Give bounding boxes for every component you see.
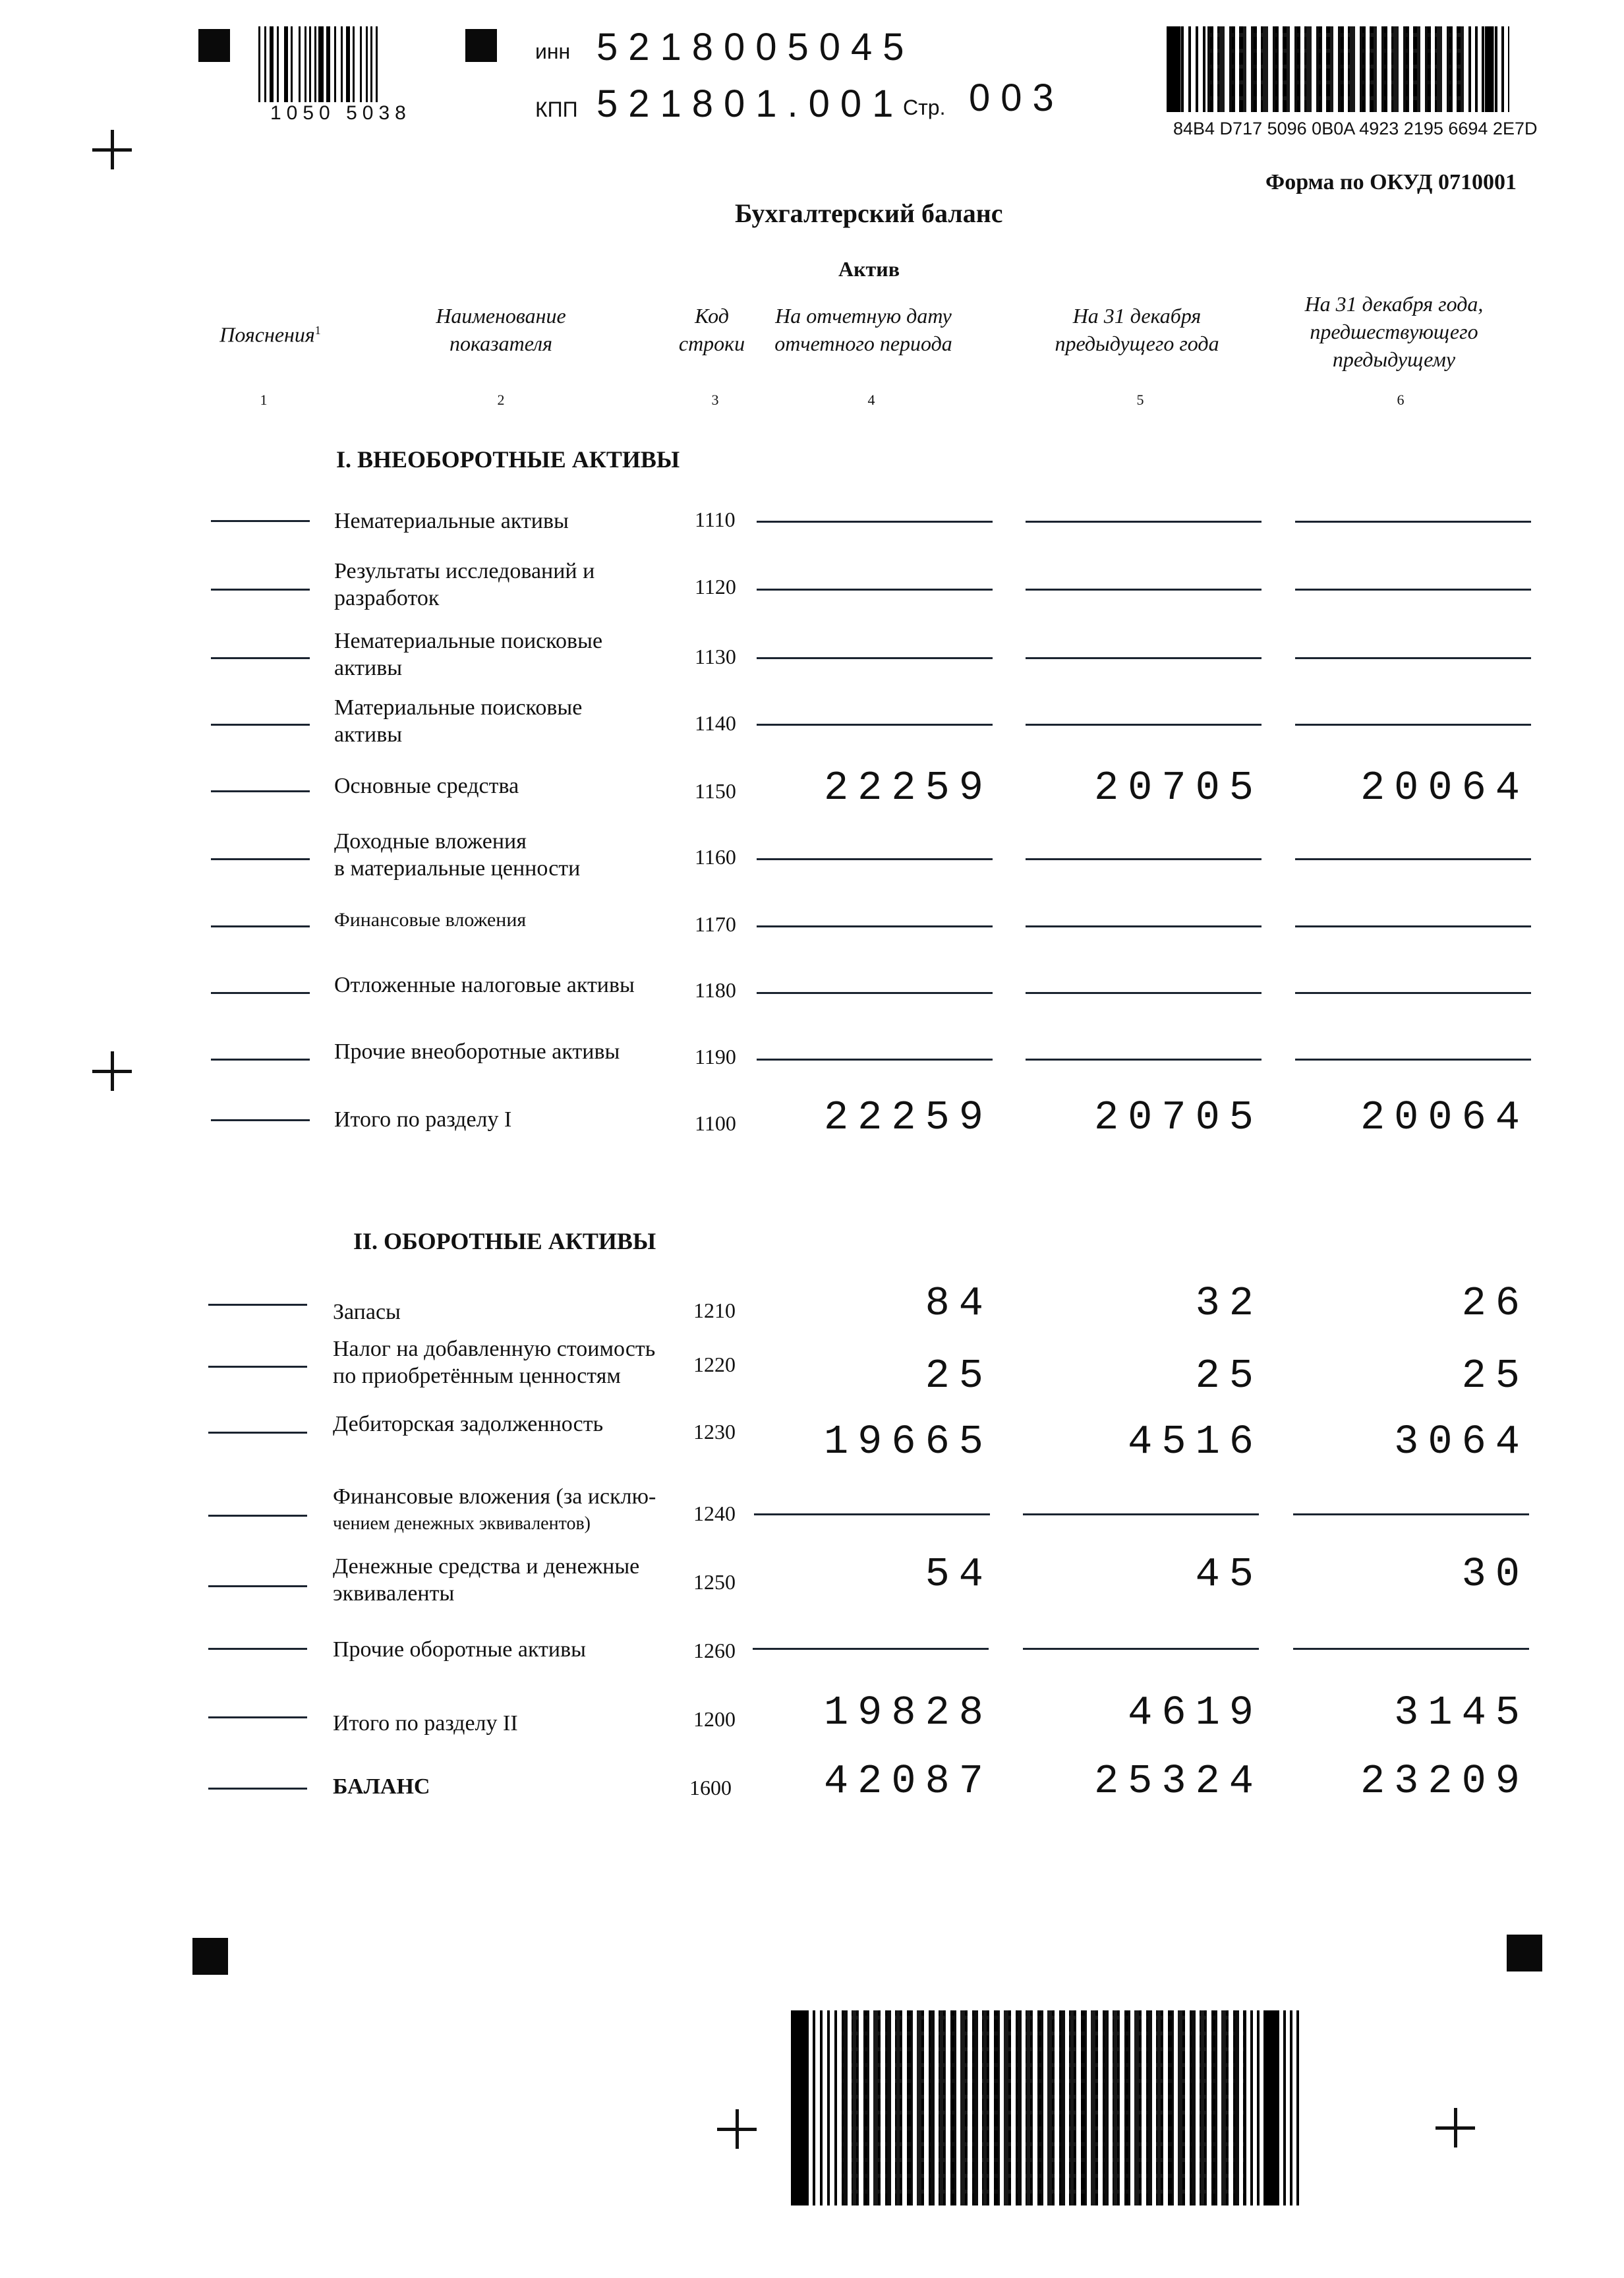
- value-prev-prev-year-empty: [1295, 589, 1531, 591]
- column-header-notes: Пояснения$^1$: [219, 322, 321, 347]
- row-name: Прочие внеоборотные активы: [334, 1039, 620, 1064]
- row-code: 1110: [695, 508, 736, 531]
- row-name: Прочие оборотные активы: [333, 1637, 587, 1662]
- notes-placeholder-dash: [208, 1304, 307, 1306]
- kpp-label: КПП: [535, 98, 578, 121]
- value-prev-year-empty: [1026, 589, 1262, 591]
- inn-label: инн: [535, 40, 571, 63]
- value-prev-prev-year-empty: [1295, 657, 1531, 659]
- value-prev-prev-year: 3064: [1394, 1418, 1529, 1465]
- value-prev-prev-year: 20064: [1360, 1094, 1529, 1141]
- page-title: Бухгалтерский баланс: [735, 198, 1003, 228]
- value-prev-prev-year-empty: [1295, 925, 1531, 927]
- row-code: 1210: [693, 1299, 736, 1322]
- value-prev-prev-year-empty: [1295, 521, 1531, 523]
- row-code: 1130: [695, 645, 736, 668]
- column-number-3: 3: [711, 392, 719, 408]
- value-current-empty: [754, 1513, 990, 1515]
- row-code: 1220: [693, 1353, 736, 1376]
- row-code: 1230: [693, 1420, 736, 1444]
- value-prev-year: 25: [1195, 1353, 1263, 1399]
- value-current: 84: [925, 1280, 993, 1327]
- column-header-reporting-date: На отчетную дату отчетного периода: [774, 304, 952, 355]
- page-number: 003: [969, 76, 1064, 119]
- registration-mark-top-middle: [465, 29, 497, 62]
- 2d-barcode-code: 84B4 D717 5096 0B0A 4923 2195 6694 2E7D: [1173, 119, 1538, 138]
- row-code: 1180: [695, 978, 736, 1002]
- value-prev-prev-year-empty: [1295, 1059, 1531, 1061]
- column-number-1: 1: [260, 392, 268, 408]
- column-header-year-before-previous: На 31 декабря года, предшествующего предыдущему: [1304, 292, 1484, 371]
- barcode-number: 1050 5038: [270, 102, 411, 124]
- value-prev-year-empty: [1026, 925, 1262, 927]
- value-prev-year-empty: [1023, 1648, 1259, 1650]
- value-prev-prev-year-empty: [1293, 1513, 1529, 1515]
- value-prev-year-empty: [1026, 657, 1262, 659]
- 2d-barcode-top: [1167, 26, 1509, 112]
- value-current-empty: [757, 724, 993, 726]
- subtitle-aktiv: Актив: [838, 257, 900, 281]
- column-number-2: 2: [497, 392, 505, 408]
- column-header-previous-year: На 31 декабря предыдущего года: [1055, 304, 1219, 355]
- value-current-empty: [757, 925, 993, 927]
- notes-placeholder-dash: [211, 790, 310, 792]
- row-name: Результаты исследований и разработок: [334, 559, 595, 610]
- crosshair-mark-top-left: [92, 130, 132, 169]
- row-name: Отложенные налоговые активы: [334, 973, 635, 997]
- notes-placeholder-dash: [211, 858, 310, 860]
- value-prev-year: 20705: [1093, 765, 1263, 811]
- row-code: 1140: [695, 711, 736, 735]
- row-name: Финансовые вложения: [334, 909, 527, 931]
- notes-placeholder-dash: [211, 925, 310, 927]
- crosshair-mark-middle-left: [92, 1051, 132, 1091]
- notes-placeholder-dash: [208, 1515, 307, 1517]
- registration-mark-top-left: [198, 29, 230, 62]
- value-current-empty: [757, 657, 993, 659]
- column-number-6: 6: [1397, 392, 1405, 408]
- value-current: 22259: [823, 765, 993, 811]
- value-current-empty: [757, 992, 993, 994]
- value-prev-year-empty: [1026, 858, 1262, 860]
- section-title-current-assets: II. ОБОРОТНЫЕ АКТИВЫ: [353, 1228, 656, 1254]
- row-code: 1100: [695, 1111, 736, 1135]
- row-name: Материальные поисковые активы: [334, 695, 583, 747]
- notes-placeholder-dash: [208, 1716, 307, 1718]
- row-name: Нематериальные активы: [334, 509, 569, 533]
- registration-mark-bottom-left: [192, 1938, 228, 1975]
- kpp-value: 521801.001: [596, 82, 904, 125]
- crosshair-mark-bottom-right: [1436, 2108, 1475, 2147]
- value-prev-year: 4516: [1128, 1418, 1263, 1465]
- notes-placeholder-dash: [211, 520, 310, 522]
- column-header-row-code: Код строки: [678, 304, 745, 355]
- notes-placeholder-dash: [208, 1788, 307, 1790]
- row-code: 1200: [693, 1707, 736, 1731]
- value-prev-year-empty: [1026, 724, 1262, 726]
- notes-placeholder-dash: [208, 1648, 307, 1650]
- row-name: Основные средства: [334, 774, 519, 798]
- row-name-balance: БАЛАНС: [333, 1774, 430, 1799]
- value-prev-year-empty: [1023, 1513, 1259, 1515]
- row-code: 1170: [695, 912, 736, 936]
- notes-placeholder-dash: [211, 589, 310, 591]
- value-prev-prev-year: 20064: [1360, 765, 1529, 811]
- value-prev-year: 45: [1195, 1551, 1263, 1598]
- row-name: Запасы: [333, 1300, 401, 1324]
- value-prev-prev-year: 25: [1461, 1353, 1529, 1399]
- value-prev-prev-year-empty: [1295, 724, 1531, 726]
- row-code: 1120: [695, 575, 736, 599]
- section-title-noncurrent-assets: I. ВНЕОБОРОТНЫЕ АКТИВЫ: [336, 446, 680, 473]
- value-current-empty: [757, 858, 993, 860]
- value-prev-prev-year-empty: [1293, 1648, 1529, 1650]
- row-name: Доходные вложения в материальные ценности: [334, 829, 581, 881]
- column-header-indicator-name: Наименование показателя: [436, 304, 566, 355]
- notes-placeholder-dash: [211, 992, 310, 994]
- value-current: 19828: [823, 1689, 993, 1736]
- value-prev-prev-year: 30: [1461, 1551, 1529, 1598]
- row-code: 1240: [693, 1502, 736, 1525]
- value-prev-year-empty: [1026, 992, 1262, 994]
- notes-placeholder-dash: [211, 724, 310, 726]
- row-code: 1600: [689, 1776, 732, 1799]
- row-code: 1190: [695, 1045, 736, 1068]
- row-name: Финансовые вложения (за исклю- чением денежных эквивалентов): [333, 1484, 656, 1534]
- row-code: 1250: [693, 1570, 736, 1594]
- linear-barcode: [258, 26, 450, 102]
- registration-mark-bottom-right: [1507, 1935, 1542, 1971]
- notes-placeholder-dash: [208, 1432, 307, 1434]
- value-current: 54: [925, 1551, 993, 1598]
- value-current: 19665: [823, 1418, 993, 1465]
- value-prev-year: 32: [1195, 1280, 1263, 1327]
- value-prev-prev-year-empty: [1295, 858, 1531, 860]
- row-code: 1150: [695, 779, 736, 803]
- value-prev-prev-year: 3145: [1394, 1689, 1529, 1736]
- column-number-4: 4: [867, 392, 875, 408]
- notes-placeholder-dash: [211, 657, 310, 659]
- row-name: Нематериальные поисковые активы: [334, 629, 603, 680]
- inn-value: 5218005045: [596, 26, 915, 69]
- 2d-barcode-bottom: [791, 2010, 1300, 2205]
- value-prev-year: 25324: [1093, 1758, 1263, 1805]
- value-current-empty: [753, 1648, 989, 1650]
- value-current-empty: [757, 521, 993, 523]
- value-current: 42087: [823, 1758, 993, 1805]
- row-name: Денежные средства и денежные эквиваленты: [333, 1554, 640, 1606]
- notes-placeholder-dash: [211, 1059, 310, 1061]
- value-prev-prev-year: 26: [1461, 1280, 1529, 1327]
- column-number-5: 5: [1136, 392, 1144, 408]
- value-prev-year: 20705: [1093, 1094, 1263, 1141]
- value-prev-year-empty: [1026, 521, 1262, 523]
- value-prev-prev-year: 23209: [1360, 1758, 1529, 1805]
- notes-placeholder-dash: [211, 1119, 310, 1121]
- page-label: Стр.: [903, 96, 946, 119]
- value-prev-prev-year-empty: [1295, 992, 1531, 994]
- value-prev-year-empty: [1026, 1059, 1262, 1061]
- row-name: Налог на добавленную стоимость по приобретённым ценностям: [333, 1337, 656, 1388]
- row-name: Дебиторская задолженность: [333, 1412, 604, 1436]
- row-name: Итого по разделу I: [334, 1107, 512, 1132]
- notes-placeholder-dash: [208, 1366, 307, 1368]
- form-okud-label: Форма по ОКУД 0710001: [1265, 170, 1517, 194]
- row-name: Итого по разделу II: [333, 1711, 518, 1736]
- value-current: 22259: [823, 1094, 993, 1141]
- value-prev-year: 4619: [1128, 1689, 1263, 1736]
- value-current: 25: [925, 1353, 993, 1399]
- row-code: 1160: [695, 845, 736, 869]
- row-code: 1260: [693, 1639, 736, 1662]
- value-current-empty: [757, 589, 993, 591]
- value-current-empty: [757, 1059, 993, 1061]
- crosshair-mark-bottom-left: [717, 2109, 757, 2149]
- notes-placeholder-dash: [208, 1585, 307, 1587]
